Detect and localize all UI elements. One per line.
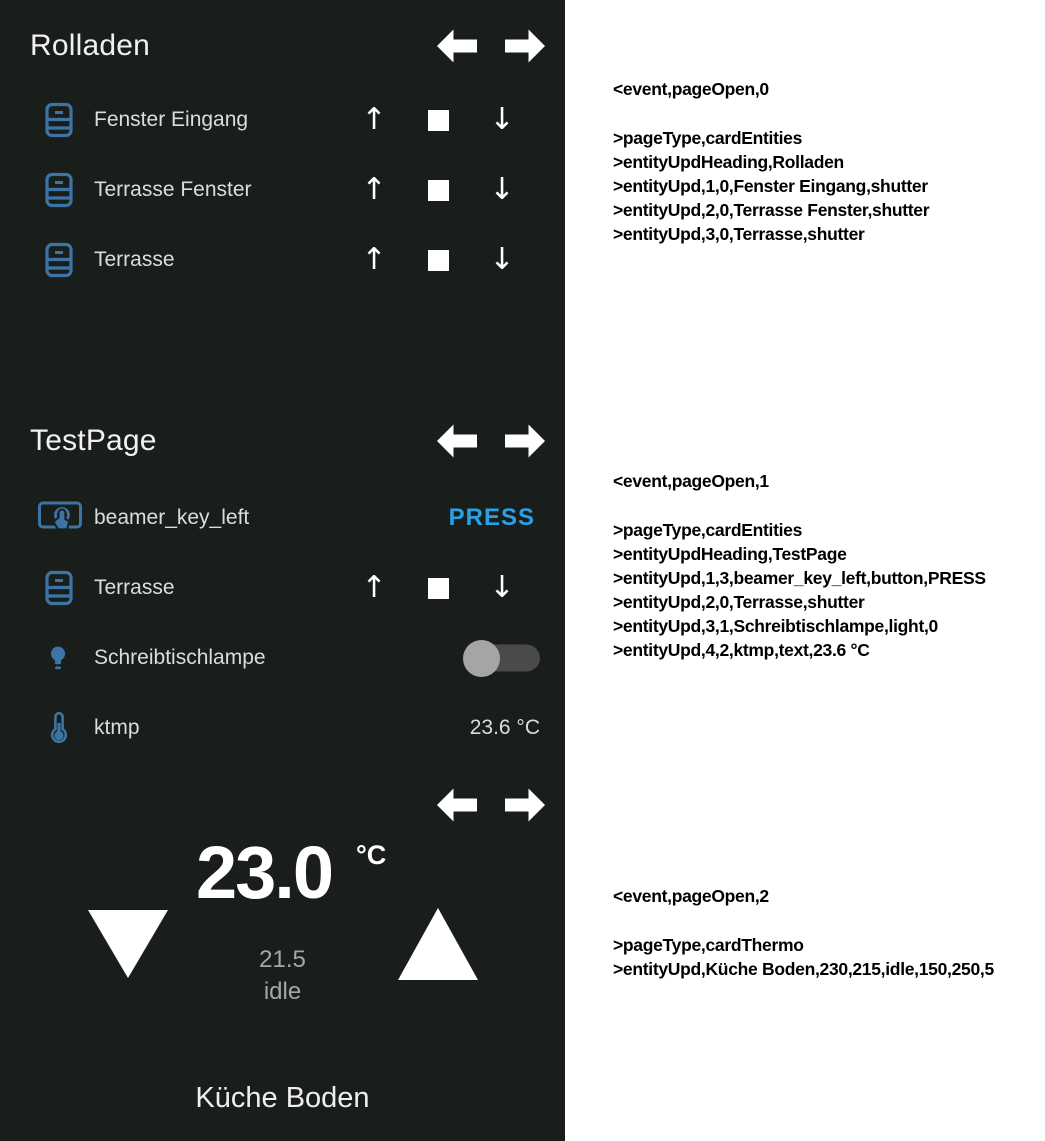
toggle-knob (463, 640, 500, 677)
arrow-up-icon: ↑ (361, 172, 387, 207)
hvac-state: idle (263, 978, 302, 1005)
arrow-down-icon: ↓ (489, 242, 515, 277)
shutter-up-button[interactable] (354, 566, 394, 610)
current-temperature: 23.0 (196, 831, 333, 914)
protocol-line: >entityUpdHeading,Rolladen (613, 152, 844, 172)
shutter-stop-button[interactable] (418, 168, 458, 212)
shutter-controls (354, 238, 522, 282)
target-temperature: 21.5 (259, 946, 306, 973)
protocol-line: >pageType,cardEntities (613, 128, 803, 148)
shutter-up-button[interactable] (354, 238, 394, 282)
shutter-stop-button[interactable] (418, 566, 458, 610)
sensor-value: 23.6 °C (469, 716, 540, 739)
shutter-controls (354, 98, 522, 142)
press-button[interactable]: PRESS (448, 504, 535, 531)
entity-label: ktmp (94, 716, 140, 739)
shutter-stop-button[interactable] (418, 238, 458, 282)
arrow-up-icon: ↑ (361, 570, 387, 605)
page-title: Rolladen (30, 29, 151, 62)
shutter-icon (45, 571, 73, 606)
arrow-down-icon: ↓ (489, 570, 515, 605)
protocol-line: >entityUpd,2,0,Terrasse Fenster,shutter (613, 200, 930, 220)
lightbulb-icon (45, 645, 71, 671)
card-header (30, 785, 545, 825)
nav-right-icon[interactable] (505, 425, 545, 458)
shutter-up-button[interactable] (354, 168, 394, 212)
card-testpage (0, 395, 565, 763)
protocol-line: >entityUpdHeading,TestPage (613, 544, 847, 564)
shutter-up-button[interactable] (354, 98, 394, 142)
entity-row (0, 553, 565, 623)
entity-rows (0, 483, 565, 763)
protocol-block (613, 77, 1038, 246)
protocol-block (613, 469, 1038, 662)
entity-rows (0, 85, 565, 295)
entity-row (0, 693, 565, 763)
protocol-line: >entityUpd,2,0,Terrasse,shutter (613, 592, 865, 612)
nav-left-icon[interactable] (437, 789, 477, 822)
entity-row (0, 155, 565, 225)
shutter-controls (354, 566, 522, 610)
stop-icon (428, 578, 449, 599)
shutter-down-button[interactable] (482, 98, 522, 142)
arrow-up-icon: ↑ (361, 242, 387, 277)
nav-right-icon[interactable] (505, 30, 545, 63)
shutter-controls (354, 168, 522, 212)
page-nav (437, 789, 545, 822)
thermostat-title: Küche Boden (195, 1082, 370, 1114)
nav-right-icon[interactable] (505, 789, 545, 822)
shutter-down-button[interactable] (482, 168, 522, 212)
protocol-line: <event,pageOpen,0 (613, 79, 769, 99)
entity-row (0, 483, 565, 553)
arrow-down-icon: ↓ (489, 102, 515, 137)
page-nav (437, 30, 545, 63)
shutter-down-button[interactable] (482, 566, 522, 610)
gesture-tap-button-icon (38, 499, 82, 537)
shutter-down-button[interactable] (482, 238, 522, 282)
entity-label: Fenster Eingang (94, 108, 249, 131)
thermometer-icon (49, 710, 69, 747)
card-rolladen (0, 0, 565, 295)
protocol-block (613, 884, 1038, 981)
light-toggle[interactable] (478, 645, 540, 672)
entity-label: Schreibtischlampe (94, 646, 266, 669)
nav-left-icon[interactable] (437, 30, 477, 63)
shutter-icon (45, 173, 73, 208)
protocol-line: <event,pageOpen,1 (613, 471, 769, 491)
arrow-down-icon: ↓ (489, 172, 515, 207)
shutter-icon (45, 103, 73, 138)
entity-label: Terrasse Fenster (94, 178, 252, 201)
arrow-up-icon: ↑ (361, 102, 387, 137)
shutter-stop-button[interactable] (418, 98, 458, 142)
shutter-icon (45, 243, 73, 278)
page-title: TestPage (30, 424, 157, 457)
entity-row (0, 225, 565, 295)
stop-icon (428, 180, 449, 201)
protocol-line: >pageType,cardEntities (613, 520, 803, 540)
protocol-line: >entityUpd,3,0,Terrasse,shutter (613, 224, 865, 244)
card-header (30, 26, 545, 66)
stop-icon (428, 250, 449, 271)
stop-icon (428, 110, 449, 131)
protocol-line: >entityUpd,3,1,Schreibtischlampe,light,0 (613, 616, 938, 636)
nav-left-icon[interactable] (437, 425, 477, 458)
entity-row (0, 85, 565, 155)
entity-label: beamer_key_left (94, 506, 250, 529)
card-header (30, 421, 545, 461)
entity-label: Terrasse (94, 248, 175, 271)
protocol-line: <event,pageOpen,2 (613, 886, 769, 906)
protocol-line: >entityUpd,4,2,ktmp,text,23.6 °C (613, 640, 870, 660)
protocol-line: >entityUpd,1,0,Fenster Eingang,shutter (613, 176, 928, 196)
page-nav (437, 425, 545, 458)
temperature-unit: °C (356, 840, 387, 870)
protocol-line: >entityUpd,Küche Boden,230,215,idle,150,250,5 (613, 959, 994, 979)
protocol-line: >entityUpd,1,3,beamer_key_left,button,PRESS (613, 568, 986, 588)
entity-label: Terrasse (94, 576, 175, 599)
entity-row (0, 623, 565, 693)
protocol-line: >pageType,cardThermo (613, 935, 804, 955)
